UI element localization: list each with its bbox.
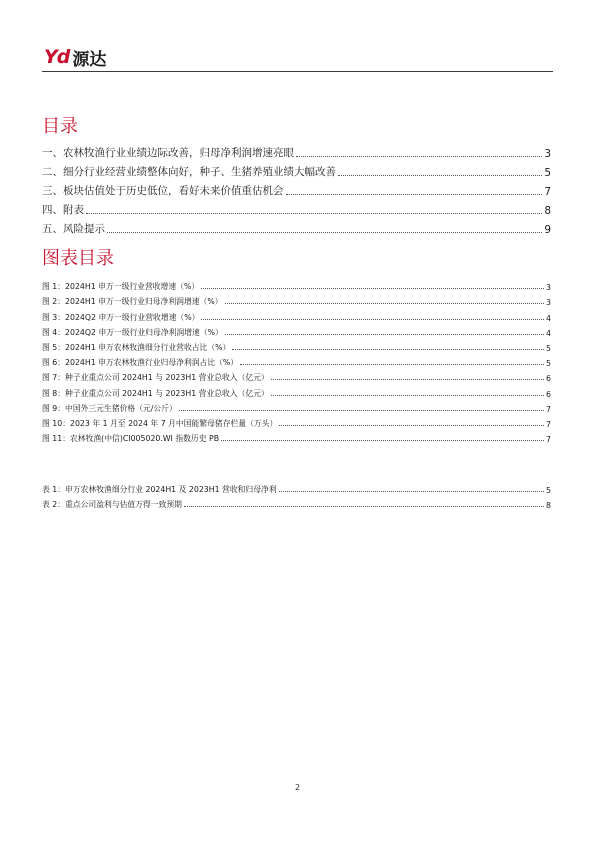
figure-list [42,277,551,444]
dot-leader [225,303,544,304]
company-logo [44,46,106,68]
figure-entry[interactable] [42,307,551,322]
figure-entry-label: 图 7：种子业重点公司 2024H1 与 2023H1 营业总收入（亿元） [42,373,269,383]
dot-leader [86,213,542,214]
dot-leader [271,379,544,380]
figure-entry[interactable] [42,323,551,338]
dot-leader [232,349,544,350]
figure-entry[interactable] [42,414,551,429]
dot-leader [279,425,544,426]
dot-leader [179,410,544,411]
figure-entry-label: 图 5：2024H1 申万农林牧渔细分行业营收占比（%） [42,342,231,352]
figure-entry[interactable] [42,277,551,292]
figure-entry-label: 图 2：2024H1 申万一级行业归母净利润增速（%） [42,297,223,307]
figure-entry-page: 3 [546,283,551,293]
figure-entry[interactable] [42,368,551,383]
table-entry-page: 8 [546,501,551,510]
toc-entry-page: 5 [544,167,551,179]
figure-entry-label: 图 4：2024Q2 申万一级行业归母净利润增速（%） [42,327,223,337]
figure-entry-page: 4 [546,313,551,323]
dot-leader [201,288,544,289]
figure-entry[interactable] [42,292,551,307]
toc-entry[interactable] [42,141,551,160]
figure-entry[interactable] [42,429,551,444]
figure-entry-label: 图 8：种子业重点公司 2024H1 与 2023H1 营业总收入（亿元） [42,388,269,398]
figure-entry-label: 图 3：2024Q2 申万一级行业营收增速（%） [42,312,200,322]
toc-entry-label: 三、板块估值处于历史低位，看好未来价值重估机会 [42,185,284,197]
figure-entry-page: 4 [546,328,551,338]
table-entry[interactable] [42,495,551,511]
figure-entry[interactable] [42,399,551,414]
figure-entry-label: 图 6：2024H1 申万农林牧渔行业归母净利润占比（%） [42,358,239,368]
logo-mark: Yd [44,46,70,68]
toc-entry-page: 9 [544,224,551,236]
logo-text: 源达 [72,49,107,70]
toc-list [42,141,551,236]
figure-entry-page: 5 [546,343,551,353]
page-number: 2 [294,783,301,792]
toc-entry-page: 7 [544,186,551,198]
dot-leader [296,156,542,157]
toc-entry[interactable] [42,198,551,217]
dot-leader [225,334,544,335]
table-list [42,479,551,510]
table-entry-label: 表 2：重点公司盈利与估值万得一致预期 [42,500,182,509]
toc-entry[interactable] [42,179,551,198]
figure-entry-label: 图 9：中国外三元生猪价格（元/公斤） [42,403,177,413]
table-entry[interactable] [42,479,551,495]
toc-entry[interactable] [42,160,551,179]
toc-entry-label: 二、细分行业经营业绩整体向好，种子、生猪养殖业绩大幅改善 [42,166,336,178]
chart-toc-heading: 图表目录 [42,248,114,269]
toc-heading: 目录 [42,116,78,137]
header-divider [42,71,553,72]
toc-entry-label: 一、农林牧渔行业业绩边际改善，归母净利润增速亮眼 [42,147,294,159]
figure-entry-page: 7 [546,435,551,445]
dot-leader [279,491,544,492]
figure-entry-page: 5 [546,359,551,369]
dot-leader [184,506,544,507]
figure-entry[interactable] [42,353,551,368]
table-entry-page: 5 [546,485,551,495]
dot-leader [240,364,544,365]
figure-entry-page: 3 [546,298,551,308]
figure-entry-page: 6 [546,374,551,384]
figure-entry-label: 图 1：2024H1 申万一级行业营收增速（%） [42,282,200,292]
toc-entry-page: 3 [544,148,551,160]
toc-entry-label: 四、附表 [42,204,84,216]
toc-entry-label: 五、风险提示 [42,223,105,235]
dot-leader [286,194,543,195]
toc-entry-page: 8 [544,205,551,217]
figure-entry-label: 图 10：2023 年 1 月至 2024 年 7 月中国能繁母猪存栏量（万头） [42,418,278,428]
dot-leader [201,319,544,320]
dot-leader [338,175,542,176]
figure-entry[interactable] [42,383,551,398]
figure-entry-page: 6 [546,389,551,399]
table-entry-label: 表 1：申万农林牧渔细分行业 2024H1 及 2023H1 营收和归母净利 [42,484,277,494]
figure-entry-label: 图 11：农林牧渔(中信)CI005020.WI 指数历史 PB [42,434,220,444]
dot-leader [107,232,542,233]
figure-entry-page: 7 [546,419,551,429]
dot-leader [271,395,544,396]
figure-entry[interactable] [42,338,551,353]
dot-leader [221,440,544,441]
figure-entry-page: 7 [546,404,551,414]
toc-entry[interactable] [42,217,551,236]
